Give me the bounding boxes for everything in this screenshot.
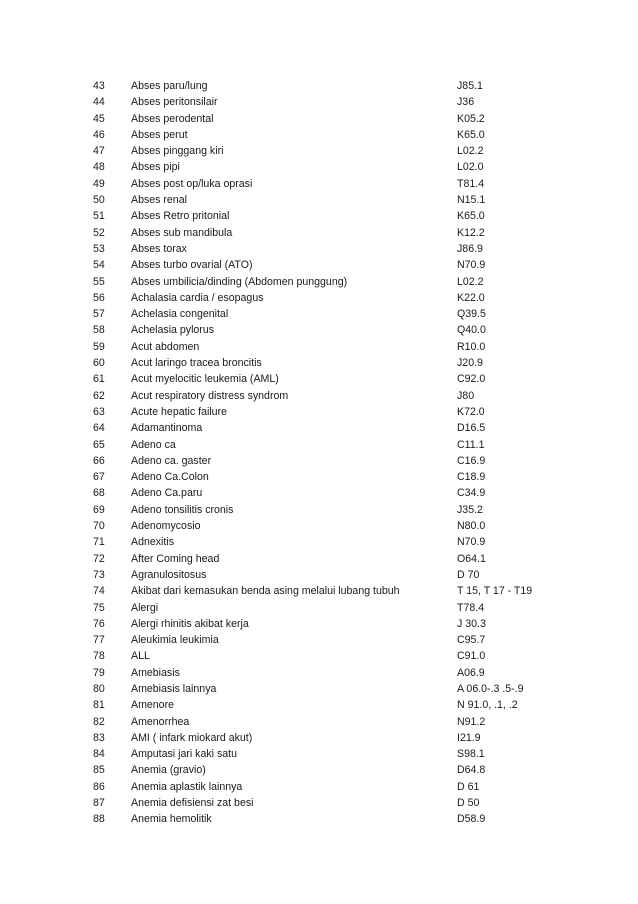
row-number: 69	[93, 503, 105, 516]
diagnosis-name: Alergi rhinitis akibat kerja	[131, 617, 249, 630]
row-number: 65	[93, 438, 105, 451]
diagnosis-name: Abses paru/lung	[131, 80, 208, 92]
row-number: 70	[93, 520, 105, 533]
icd-code: J36	[457, 96, 475, 109]
table-row	[0, 502, 638, 518]
diagnosis-name: Amebiasis lainnya	[131, 682, 217, 695]
icd-code: T81.4	[457, 177, 485, 190]
diagnosis-name: Adamantinoma	[131, 422, 203, 435]
row-number: 67	[93, 471, 105, 484]
icd-code: K12.2	[457, 226, 485, 239]
row-number: 75	[93, 601, 105, 614]
icd-code: N80.0	[457, 520, 486, 533]
diagnosis-name: Adeno tonsilitis cronis	[131, 503, 234, 516]
diagnosis-name: Adenomycosio	[131, 520, 201, 533]
icd-code: D16.5	[457, 422, 486, 435]
icd-code: J20.9	[457, 357, 483, 370]
row-number: 56	[93, 291, 105, 304]
row-number: 52	[93, 226, 105, 239]
table-row	[0, 648, 638, 664]
table-row	[0, 746, 638, 762]
diagnosis-name: Abses peritonsilair	[131, 96, 218, 109]
row-number: 45	[93, 112, 105, 125]
icd-code: J80	[457, 389, 475, 402]
row-number: 79	[93, 666, 105, 679]
icd-code: T 15, T 17 - T19	[457, 585, 533, 598]
diagnosis-name: Achelasia congenital	[131, 308, 229, 321]
diagnosis-code-table	[0, 78, 638, 828]
diagnosis-name: Adeno ca. gaster	[131, 454, 212, 467]
table-row	[0, 404, 638, 420]
row-number: 83	[93, 731, 105, 744]
icd-code: D 61	[457, 780, 480, 793]
diagnosis-name: Adeno Ca.paru	[131, 487, 203, 500]
table-row	[0, 665, 638, 681]
diagnosis-name: Abses pinggang kiri	[131, 145, 224, 158]
diagnosis-name: Abses turbo ovarial (ATO)	[131, 259, 253, 272]
icd-code: K65.0	[457, 210, 485, 223]
row-number: 73	[93, 568, 105, 581]
table-row	[0, 697, 638, 713]
table-row	[0, 208, 638, 224]
table-row	[0, 78, 638, 94]
diagnosis-name: Adeno ca	[131, 438, 176, 451]
diagnosis-name: Abses pipi	[131, 161, 180, 174]
table-row	[0, 274, 638, 290]
icd-code: D64.8	[457, 764, 486, 777]
row-number: 82	[93, 715, 105, 728]
diagnosis-name: Anemia aplastik lainnya	[131, 780, 243, 793]
table-row	[0, 811, 638, 827]
table-row	[0, 469, 638, 485]
row-number: 50	[93, 194, 105, 207]
table-row	[0, 371, 638, 387]
table-row	[0, 551, 638, 567]
table-row	[0, 339, 638, 355]
row-number: 78	[93, 650, 105, 663]
diagnosis-name: Amputasi jari kaki satu	[131, 748, 237, 761]
diagnosis-name: Anemia defisiensi zat besi	[131, 797, 254, 810]
row-number: 81	[93, 699, 105, 712]
icd-code: I21.9	[457, 731, 481, 744]
diagnosis-name: Adnexitis	[131, 536, 174, 549]
icd-code: N70.9	[457, 536, 486, 549]
icd-code: T78.4	[457, 601, 485, 614]
diagnosis-name: Akibat dari kemasukan benda asing melalui lubang tubuh	[131, 585, 400, 598]
row-number: 49	[93, 177, 105, 190]
icd-code: K65.0	[457, 128, 485, 141]
table-row	[0, 225, 638, 241]
icd-code: C34.9	[457, 487, 486, 500]
row-number: 64	[93, 422, 105, 435]
icd-code: C92.0	[457, 373, 486, 386]
row-number: 43	[93, 80, 105, 92]
row-number: 74	[93, 585, 105, 598]
table-row	[0, 567, 638, 583]
row-number: 76	[93, 617, 105, 630]
row-number: 57	[93, 308, 105, 321]
table-row	[0, 111, 638, 127]
icd-code: N15.1	[457, 194, 486, 207]
row-number: 72	[93, 552, 105, 565]
table-row	[0, 176, 638, 192]
table-row	[0, 241, 638, 257]
table-row	[0, 600, 638, 616]
table-row	[0, 485, 638, 501]
table-row	[0, 534, 638, 550]
table-row	[0, 322, 638, 338]
row-number: 68	[93, 487, 105, 500]
icd-code: N70.9	[457, 259, 486, 272]
icd-code: A06.9	[457, 666, 485, 679]
diagnosis-name: Anemia (gravio)	[131, 764, 206, 777]
row-number: 47	[93, 145, 105, 158]
row-number: 88	[93, 813, 105, 826]
icd-code: N 91.0, .1, .2	[457, 699, 518, 712]
row-number: 46	[93, 128, 105, 141]
table-row	[0, 420, 638, 436]
diagnosis-name: Abses perodental	[131, 112, 214, 125]
diagnosis-name: Adeno Ca.Colon	[131, 471, 209, 484]
table-row	[0, 632, 638, 648]
icd-code: C95.7	[457, 634, 486, 647]
diagnosis-name: Achalasia cardia / esopagus	[131, 291, 264, 304]
diagnosis-name: AMI ( infark miokard akut)	[131, 731, 253, 744]
table-row	[0, 453, 638, 469]
row-number: 58	[93, 324, 105, 337]
icd-code: J86.9	[457, 242, 483, 255]
diagnosis-name: Anemia hemolitik	[131, 813, 212, 826]
table-row	[0, 714, 638, 730]
table-row	[0, 762, 638, 778]
row-number: 55	[93, 275, 105, 288]
table-row	[0, 437, 638, 453]
table-row	[0, 94, 638, 110]
diagnosis-name: Aleukimia leukimia	[131, 634, 219, 647]
diagnosis-name: Abses sub mandibula	[131, 226, 233, 239]
table-row	[0, 127, 638, 143]
diagnosis-name: Abses perut	[131, 128, 188, 141]
table-row	[0, 518, 638, 534]
diagnosis-name: Abses renal	[131, 194, 187, 207]
table-row	[0, 616, 638, 632]
diagnosis-name: Amenore	[131, 699, 174, 712]
diagnosis-name: Alergi	[131, 601, 159, 614]
row-number: 80	[93, 682, 105, 695]
icd-code: J35.2	[457, 503, 483, 516]
icd-code: L02.2	[457, 145, 484, 158]
row-number: 48	[93, 161, 105, 174]
row-number: 84	[93, 748, 105, 761]
icd-code: Q40.0	[457, 324, 486, 337]
row-number: 62	[93, 389, 105, 402]
diagnosis-name: Amenorrhea	[131, 715, 190, 728]
diagnosis-name: Amebiasis	[131, 666, 180, 679]
row-number: 59	[93, 340, 105, 353]
icd-code: C18.9	[457, 471, 486, 484]
icd-code: D 50	[457, 797, 480, 810]
diagnosis-name: Agranulositosus	[131, 568, 207, 581]
diagnosis-name: Abses torax	[131, 242, 187, 255]
icd-code: J85.1	[457, 80, 483, 92]
table-row	[0, 355, 638, 371]
icd-code: Q39.5	[457, 308, 486, 321]
table-row	[0, 583, 638, 599]
table-row	[0, 388, 638, 404]
icd-code: K72.0	[457, 405, 485, 418]
icd-code: D 70	[457, 568, 480, 581]
diagnosis-name: Acut respiratory distress syndrom	[131, 389, 289, 402]
icd-code: K05.2	[457, 112, 485, 125]
row-number: 87	[93, 797, 105, 810]
icd-code: L02.0	[457, 161, 484, 174]
diagnosis-name: Abses umbilicia/dinding (Abdomen punggung)	[131, 275, 348, 288]
table-row	[0, 143, 638, 159]
table-row	[0, 159, 638, 175]
diagnosis-name: After Coming head	[131, 552, 220, 565]
table-row	[0, 290, 638, 306]
table-row	[0, 779, 638, 795]
icd-code: A 06.0-.3 .5-.9	[457, 682, 524, 695]
icd-code: C91.0	[457, 650, 486, 663]
diagnosis-name: Acut laringo tracea broncitis	[131, 357, 262, 370]
diagnosis-name: Acut abdomen	[131, 340, 200, 353]
icd-code: D58.9	[457, 813, 486, 826]
row-number: 86	[93, 780, 105, 793]
icd-code: N91.2	[457, 715, 486, 728]
icd-code: C11.1	[457, 438, 485, 451]
icd-code: L02.2	[457, 275, 484, 288]
diagnosis-name: Acut myelocitic leukemia (AML)	[131, 373, 279, 386]
icd-code: J 30.3	[457, 617, 486, 630]
table-row	[0, 192, 638, 208]
row-number: 60	[93, 357, 105, 370]
row-number: 44	[93, 96, 105, 109]
row-number: 61	[93, 373, 105, 386]
icd-code: O64.1	[457, 552, 486, 565]
table-row	[0, 681, 638, 697]
table-row	[0, 795, 638, 811]
table-row	[0, 306, 638, 322]
icd-code: C16.9	[457, 454, 486, 467]
table-row	[0, 257, 638, 273]
diagnosis-name: Abses post op/luka oprasi	[131, 177, 253, 190]
row-number: 54	[93, 259, 105, 272]
icd-code: S98.1	[457, 748, 485, 761]
icd-code: K22.0	[457, 291, 485, 304]
icd-code: R10.0	[457, 340, 486, 353]
diagnosis-name: ALL	[131, 650, 150, 663]
row-number: 66	[93, 454, 105, 467]
row-number: 53	[93, 242, 105, 255]
row-number: 85	[93, 764, 105, 777]
diagnosis-name: Acute hepatic failure	[131, 405, 227, 418]
row-number: 51	[93, 210, 105, 223]
diagnosis-name: Abses Retro pritonial	[131, 210, 230, 223]
row-number: 63	[93, 405, 105, 418]
row-number: 71	[93, 536, 105, 549]
diagnosis-name: Achelasia pylorus	[131, 324, 215, 337]
table-row	[0, 730, 638, 746]
row-number: 77	[93, 634, 105, 647]
